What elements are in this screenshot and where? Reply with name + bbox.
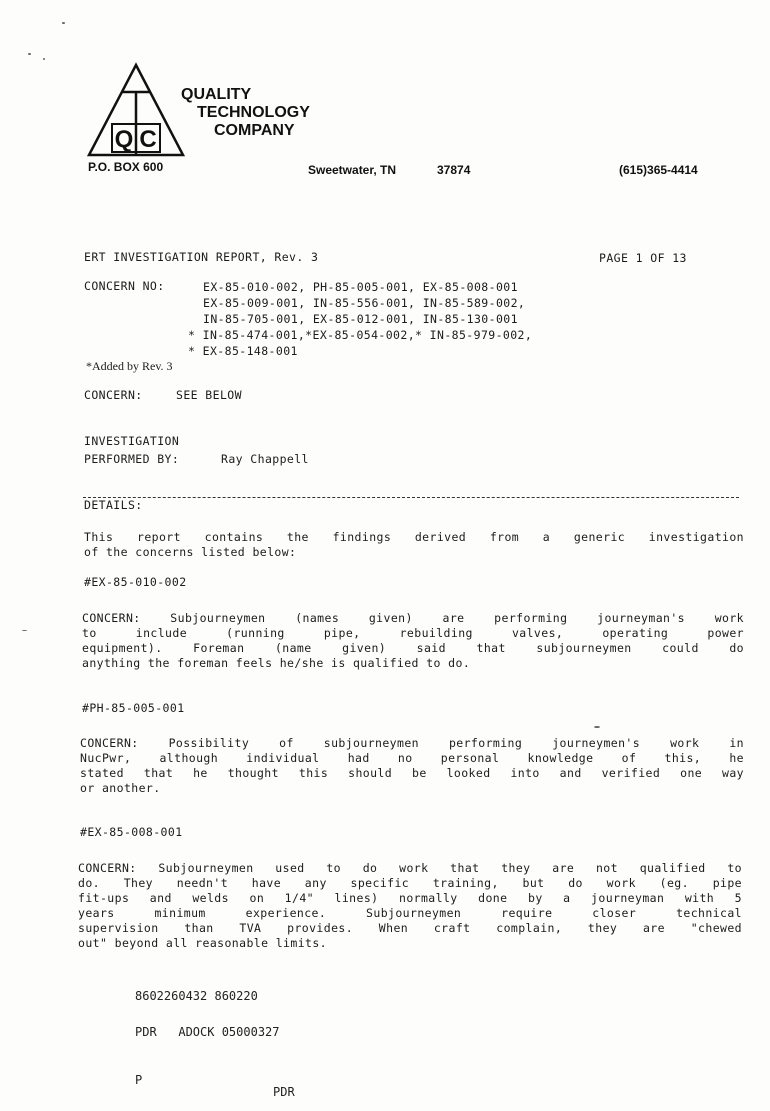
details-divider bbox=[83, 497, 739, 498]
scan-speck bbox=[43, 58, 45, 60]
concern-no-line: * EX-85-148-001 bbox=[188, 344, 298, 358]
stamp-p: P bbox=[135, 1073, 143, 1087]
page-number: PAGE 1 OF 13 bbox=[599, 251, 687, 265]
concern-no-line: IN-85-705-001, EX-85-012-001, IN-85-130-001 bbox=[203, 312, 518, 326]
section-line: out" beyond all reasonable limits. bbox=[78, 936, 328, 950]
section-line: CONCERN: Possibility of subjourneymen performing journeymen's work in bbox=[80, 736, 744, 750]
investigation-label: INVESTIGATION bbox=[84, 434, 180, 448]
section-line: supervision than TVA provides. When craft complain, they are "chewed bbox=[78, 921, 742, 935]
intro-line: This report contains the findings derived from a generic investigation bbox=[84, 530, 744, 544]
concern-no-label: CONCERN NO: bbox=[84, 279, 165, 293]
section-line: CONCERN: Subjourneymen used to do work that they are not qualified to bbox=[78, 861, 742, 875]
scan-speck bbox=[22, 630, 27, 631]
section-line: to include (running pipe, rebuilding valves, operating power bbox=[82, 626, 744, 640]
added-by-note: *Added by Rev. 3 bbox=[86, 359, 173, 373]
stamp-line: 8602260432 860220 bbox=[135, 989, 258, 1003]
performed-by-label: PERFORMED BY: bbox=[84, 452, 180, 466]
section-line: years minimum experience. Subjourneymen require closer technical bbox=[78, 906, 742, 920]
logo-letter-c: C bbox=[139, 126, 157, 153]
section-paragraph bbox=[82, 611, 744, 671]
section-paragraph bbox=[80, 736, 744, 796]
stamp-line-3 bbox=[135, 1062, 295, 1099]
concern-label: CONCERN: bbox=[84, 388, 143, 402]
docket-stamp bbox=[135, 966, 295, 1099]
section-paragraph bbox=[78, 861, 742, 951]
zip: 37874 bbox=[437, 163, 471, 177]
section-line: equipment). Foreman (name given) said that subjourneymen could do bbox=[82, 641, 744, 655]
details-label: DETAILS: bbox=[84, 498, 143, 512]
section-id: #EX-85-008-001 bbox=[80, 825, 183, 839]
company-name-line1: QUALITY bbox=[181, 86, 252, 103]
company-name-line3: COMPANY bbox=[214, 122, 295, 139]
scan-speck bbox=[594, 726, 600, 728]
section-line: anything the foreman feels he/she is qualified to do. bbox=[82, 656, 471, 670]
section-line: stated that he thought this should be looked into and verified one way bbox=[80, 766, 744, 780]
stamp-line: PDR ADOCK 05000327 bbox=[135, 1025, 280, 1039]
po-box: P.O. BOX 600 bbox=[88, 160, 164, 174]
section-line: fit-ups and welds on 1/4" lines) normally done by a journeyman with 5 bbox=[78, 891, 742, 905]
stamp-pdr: PDR bbox=[273, 1085, 295, 1099]
concern-no-line: * IN-85-474-001,*EX-85-054-002,* IN-85-979-002, bbox=[188, 328, 533, 342]
intro-line: of the concerns listed below: bbox=[84, 545, 297, 559]
performed-by-name: Ray Chappell bbox=[221, 452, 309, 466]
intro-paragraph bbox=[84, 530, 744, 560]
scan-speck bbox=[62, 22, 65, 24]
phone: (615)365-4414 bbox=[619, 163, 698, 177]
section-line: do. They needn't have any specific training, but do work (eg. pipe bbox=[78, 876, 742, 890]
concern-no-line: EX-85-010-002, PH-85-005-001, EX-85-008-001 bbox=[203, 280, 518, 294]
city: Sweetwater, TN bbox=[308, 163, 397, 177]
company-name-line2: TECHNOLOGY bbox=[197, 104, 310, 121]
concern-value: SEE BELOW bbox=[176, 388, 242, 402]
section-id: #EX-85-010-002 bbox=[84, 575, 187, 589]
section-line: or another. bbox=[80, 781, 161, 795]
concern-no-line: EX-85-009-001, IN-85-556-001, IN-85-589-002, bbox=[203, 296, 526, 310]
section-line: NucPwr, although individual had no personal knowledge of this, he bbox=[80, 751, 744, 765]
qtc-logo bbox=[86, 62, 186, 158]
section-id: #PH-85-005-001 bbox=[82, 701, 185, 715]
report-title: ERT INVESTIGATION REPORT, Rev. 3 bbox=[84, 250, 319, 264]
scan-speck bbox=[28, 53, 31, 55]
logo-letter-q: Q bbox=[114, 126, 134, 153]
section-line: CONCERN: Subjourneymen (names given) are performing journeyman's work bbox=[82, 611, 744, 625]
